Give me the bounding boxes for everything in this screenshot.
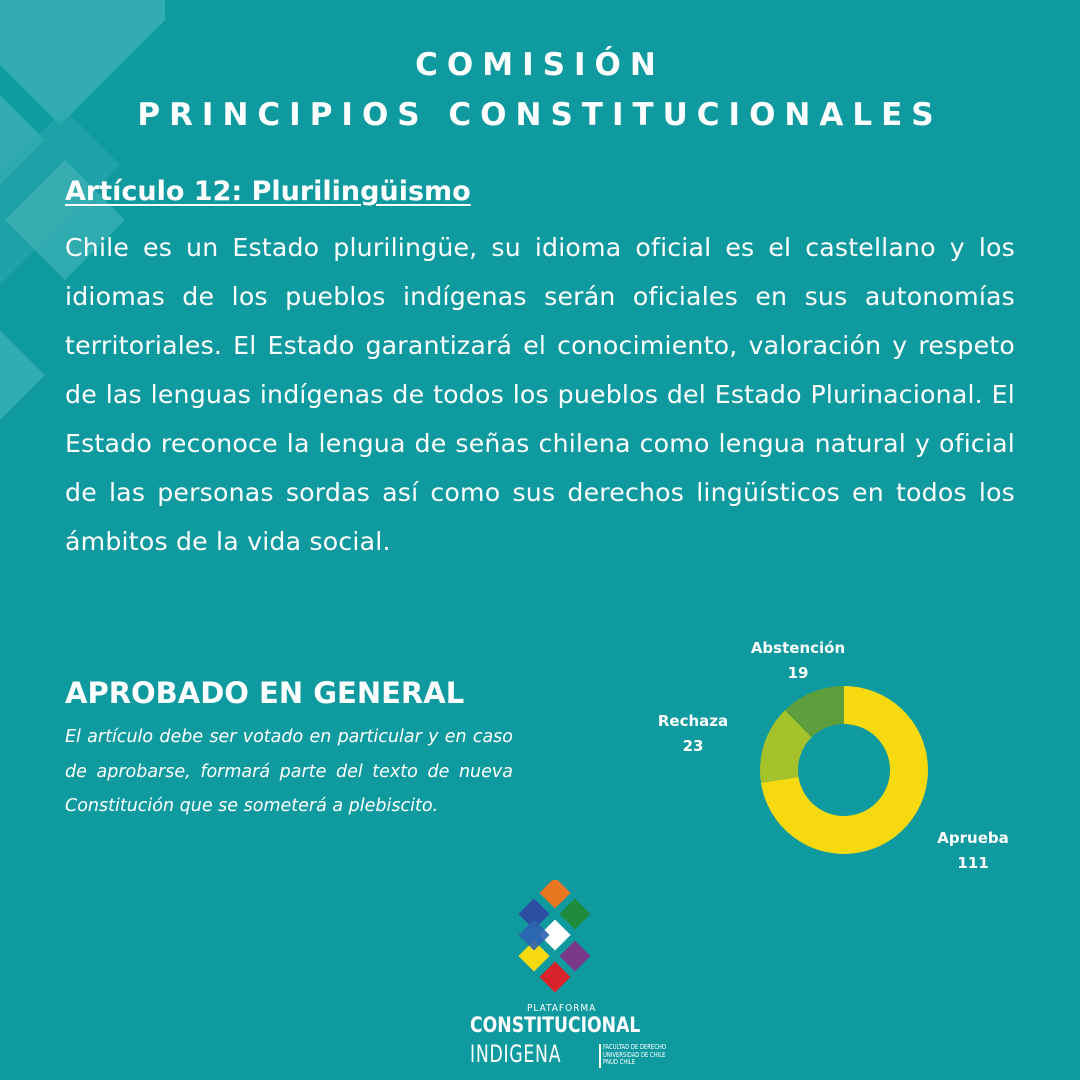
logo-small-text: PLATAFORMA <box>527 1003 597 1014</box>
slice-value-label: 111 <box>957 854 989 872</box>
logo-mark <box>460 880 620 1000</box>
logo-fine-line: FACULTAD DE DERECHO <box>603 1043 666 1051</box>
slice-label: Abstención <box>750 639 846 657</box>
logo-fine-line: UNIVERSIDAD DE CHILE <box>603 1050 666 1059</box>
logo-big-text: CONSTITUCIONAL <box>470 1013 641 1037</box>
slice-value-label: 23 <box>682 737 704 755</box>
logo-fine-line: PNUD CHILE <box>603 1058 636 1066</box>
logo-fine-print <box>603 1044 666 1067</box>
commission-header <box>0 40 1080 140</box>
vote-status: APROBADO EN GENERAL <box>65 676 465 710</box>
slice-label: Rechaza <box>657 712 729 730</box>
article-title: Artículo 12: Plurilingüismo <box>65 176 471 207</box>
slice-label: Aprueba <box>937 829 1009 847</box>
logo-name-text: INDIGENA <box>470 1040 562 1068</box>
slice-value-label: 19 <box>787 664 809 682</box>
header-line-1: COMISIÓN <box>415 47 665 83</box>
article-body: Chile es un Estado plurilingüe, su idioma oficial es el castellano y los idiomas de los pueblos indígenas serán oficiales en sus autonomías territoriales. El Estado garantizará el conocimiento, valoración y respeto de las lenguas indígenas de todos los pueblos del Estado Plurinacional. El Estado reconoce la lengua de señas chilena como lengua natural y oficial de las personas sordas así como sus derechos lingüísticos en todos los ámbitos de la vida social. <box>65 233 1015 556</box>
logo-separator <box>599 1044 601 1068</box>
vote-donut-chart <box>640 630 1040 880</box>
vote-note: El artículo debe ser votado en particular y en caso de aprobarse, formará parte del texto de nueva Constitución que se someterá a plebiscito. <box>65 727 513 816</box>
header-line-2: PRINCIPIOS CONSTITUCIONALES <box>137 97 943 133</box>
